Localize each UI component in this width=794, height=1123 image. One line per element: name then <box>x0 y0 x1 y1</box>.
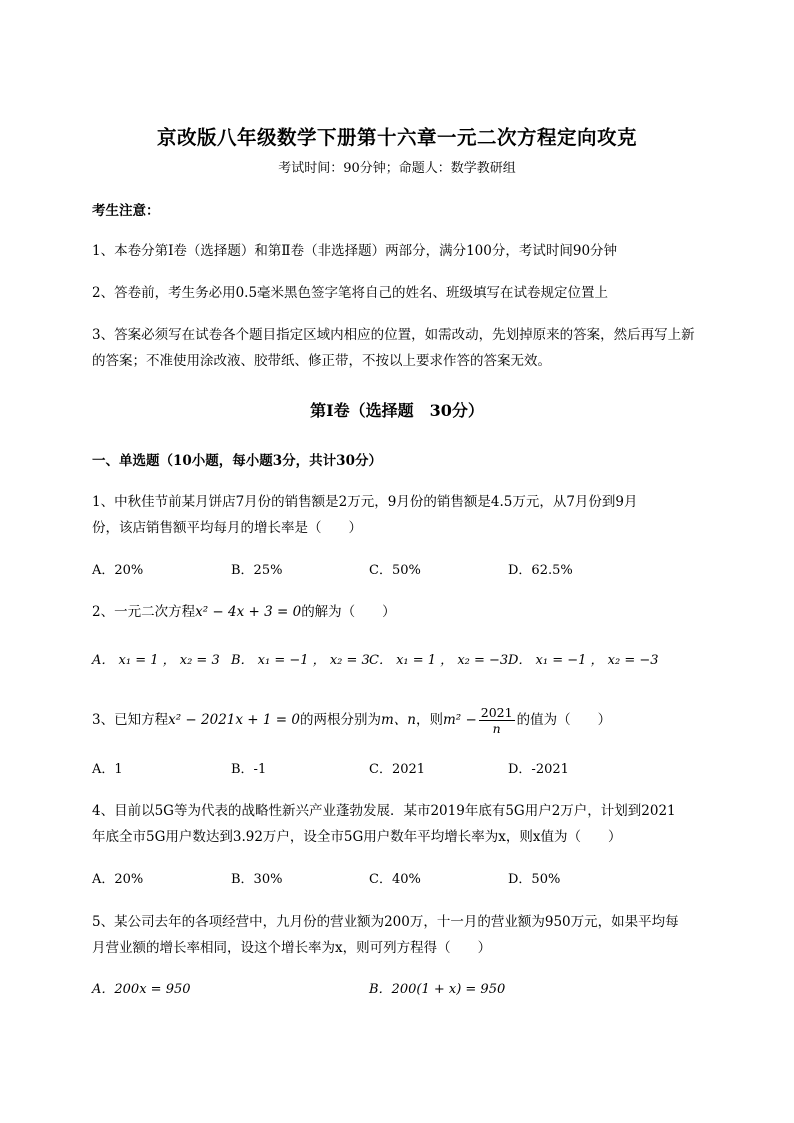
fraction-denominator: n <box>492 721 501 736</box>
option-a: A．1 <box>92 762 123 777</box>
question-5-line-2: 月营业额的增长率相同，设这个增长率为x，则可列方程得（ ） <box>92 940 492 956</box>
option-d: D．62.5% <box>508 563 573 578</box>
question-3-prefix: 3、已知方程 <box>92 712 169 728</box>
notice-item-1: 1、本卷分第I卷（选择题）和第Ⅱ卷（非选择题）两部分，满分100分，考试时间90分钟 <box>92 243 618 259</box>
section-title: 第I卷（选择题 30分） <box>310 401 484 420</box>
question-2-prefix: 2、一元二次方程 <box>92 604 196 620</box>
question-3-fraction <box>479 705 515 736</box>
question-2 <box>92 602 396 622</box>
question-3-equation: x² − 2021x + 1 = 0 <box>168 712 300 728</box>
notice-item-3: 3、答案必须写在试卷各个题目指定区域内相应的位置，如需改动，先划掉原来的答案，然后再写上新 <box>92 327 695 343</box>
question-3 <box>92 702 611 738</box>
option-c: C．2021 <box>369 762 426 777</box>
question-2-equation: x² − 4x + 3 = 0 <box>195 604 302 620</box>
notice-item-2: 2、答卷前，考生务必用0.5毫米黑色签字笔将自己的姓名、班级填写在试卷规定位置上 <box>92 285 609 301</box>
option-a: A．20% <box>92 872 144 887</box>
option-a: A． x₁ = 1 ， x₂ = 3 <box>92 653 220 668</box>
question-3-middle: 的两根分别为 <box>299 712 381 728</box>
option-d: D． x₁ = −1 ， x₂ = −3 <box>508 653 659 668</box>
notice-item-3-cont: 的答案；不准使用涂改液、胶带纸、修正带，不按以上要求作答的答案无效。 <box>92 353 551 369</box>
question-4-line-1: 4、目前以5G等为代表的战略性新兴产业蓬勃发展．某市2019年底有5G用户2万户，计划到2021 <box>92 803 676 819</box>
question-3-then: ，则 <box>415 712 443 728</box>
option-a: A．20% <box>92 563 144 578</box>
option-a: A．200x = 950 <box>92 982 191 997</box>
option-c: C．50% <box>369 563 421 578</box>
question-1-line-2: 份，该店销售额平均每月的增长率是（ ） <box>92 520 362 536</box>
question-3-expr: m² − <box>442 712 477 728</box>
exam-title: 京改版八年级数学下册第十六章一元二次方程定向攻克 <box>156 126 637 149</box>
fraction-numerator: 2021 <box>480 705 513 720</box>
option-b: B． x₁ = −1 ， x₂ = 3 <box>231 653 370 668</box>
option-d: D．-2021 <box>508 762 569 777</box>
option-b: B．30% <box>231 872 283 887</box>
option-b: B．25% <box>231 563 283 578</box>
option-d: D．50% <box>508 872 561 887</box>
part-heading: 一、单选题（10小题，每小题3分，共计30分） <box>92 453 382 469</box>
exam-subtitle: 考试时间：90分钟；命题人：数学教研组 <box>278 161 516 176</box>
question-3-suffix: 的值为（ ） <box>516 712 612 728</box>
option-b: B．-1 <box>231 762 267 777</box>
question-2-suffix: 的解为（ ） <box>301 604 396 620</box>
question-4-line-2: 年底全市5G用户数达到3.92万户，设全市5G用户数年平均增长率为x，则x值为（ ） <box>92 829 622 845</box>
option-c: C．40% <box>369 872 421 887</box>
option-b: B．200(1 + x) = 950 <box>369 982 506 997</box>
question-3-vars: m、n <box>380 712 416 728</box>
notice-heading: 考生注意： <box>92 203 160 219</box>
option-c: C． x₁ = 1 ， x₂ = −3 <box>369 653 509 668</box>
question-5-line-1: 5、某公司去年的各项经营中，九月份的营业额为200万，十一月的营业额为950万元，如果平均每 <box>92 914 679 930</box>
question-1-line-1: 1、中秋佳节前某月饼店7月份的销售额是2万元，9月份的销售额是4.5万元，从7月份到9月 <box>92 494 638 510</box>
